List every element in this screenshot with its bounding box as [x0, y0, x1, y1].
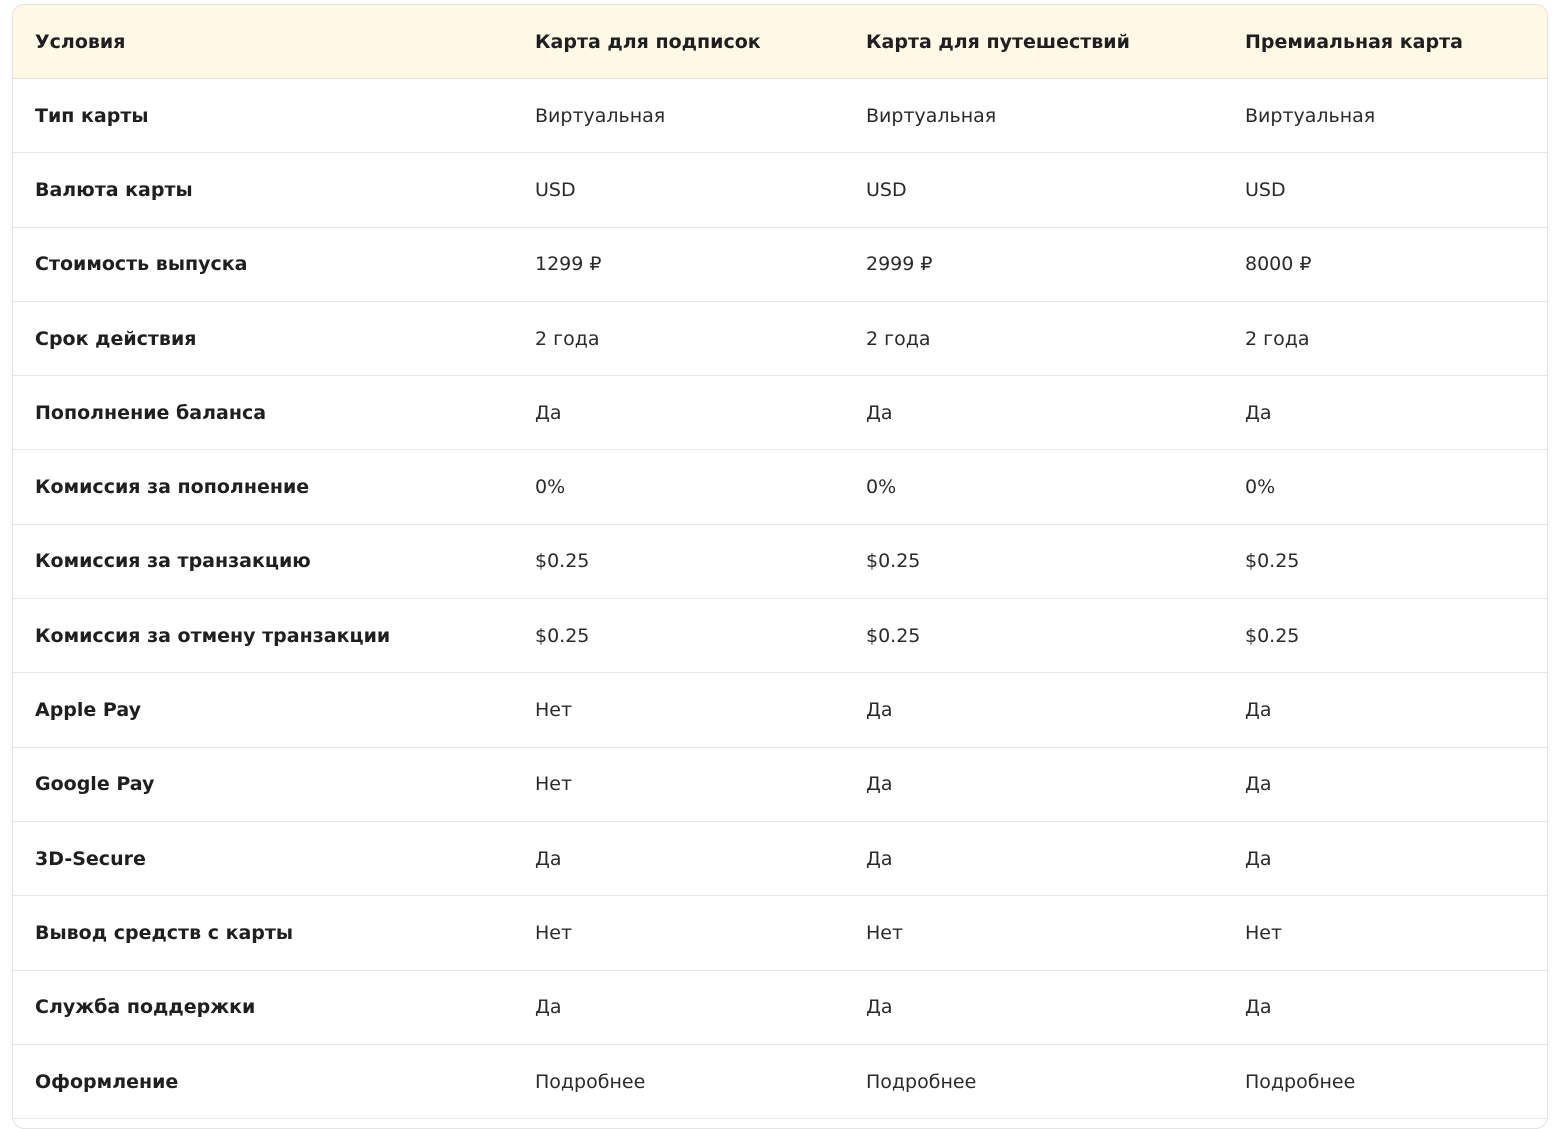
- row-label: Google Pay: [35, 773, 155, 796]
- row-label: Комиссия за пополнение: [35, 476, 310, 499]
- value-travel-card: 2999 ₽: [866, 253, 933, 276]
- table-row: [13, 153, 1547, 227]
- value-travel-card: $0.25: [866, 550, 921, 573]
- value-subscription-card: $0.25: [535, 624, 590, 647]
- value-premium-card: 0%: [1245, 476, 1276, 499]
- value-subscription-card: Нет: [535, 921, 573, 944]
- table-row: [13, 376, 1547, 450]
- row-label: Комиссия за транзакцию: [35, 550, 311, 573]
- table-row: [13, 822, 1547, 896]
- table-row: [13, 599, 1547, 673]
- value-subscription-card: Виртуальная: [535, 104, 666, 127]
- table-row: [13, 971, 1547, 1045]
- header-premium-card: Премиальная карта: [1245, 30, 1463, 53]
- value-premium-card: Виртуальная: [1245, 104, 1376, 127]
- header-travel-card: Карта для путешествий: [866, 30, 1130, 53]
- value-subscription-card: USD: [535, 178, 576, 201]
- table-row: [13, 228, 1547, 302]
- row-label: Apple Pay: [35, 699, 141, 722]
- value-premium-card: Нет: [1245, 921, 1283, 944]
- comparison-table: [12, 4, 1548, 1129]
- details-link-subscription-card[interactable]: Подробнее: [535, 1070, 646, 1093]
- value-travel-card: Да: [866, 847, 893, 870]
- value-premium-card: Да: [1245, 996, 1272, 1019]
- value-travel-card: Да: [866, 996, 893, 1019]
- table-row: [13, 673, 1547, 747]
- table-row: [13, 1045, 1547, 1119]
- value-subscription-card: Нет: [535, 699, 573, 722]
- value-subscription-card: Нет: [535, 773, 573, 796]
- value-subscription-card: $0.25: [535, 550, 590, 573]
- row-label: Тип карты: [35, 104, 149, 127]
- details-link-travel-card[interactable]: Подробнее: [866, 1070, 977, 1093]
- row-label: Валюта карты: [35, 178, 193, 201]
- value-subscription-card: 0%: [535, 476, 566, 499]
- table-body: [13, 79, 1547, 1119]
- value-premium-card: Да: [1245, 847, 1272, 870]
- value-premium-card: 8000 ₽: [1245, 253, 1312, 276]
- table-header-row: [13, 5, 1547, 79]
- row-label: Служба поддержки: [35, 996, 256, 1019]
- row-label: Срок действия: [35, 327, 197, 350]
- value-travel-card: USD: [866, 178, 907, 201]
- table-row: [13, 525, 1547, 599]
- value-travel-card: 0%: [866, 476, 897, 499]
- header-conditions: Условия: [35, 30, 126, 53]
- table-row: [13, 79, 1547, 153]
- row-label: 3D-Secure: [35, 847, 146, 870]
- value-premium-card: 2 года: [1245, 327, 1310, 350]
- value-subscription-card: Да: [535, 847, 562, 870]
- table-row: [13, 302, 1547, 376]
- value-premium-card: $0.25: [1245, 550, 1300, 573]
- value-subscription-card: 1299 ₽: [535, 253, 602, 276]
- table-row: [13, 450, 1547, 524]
- value-premium-card: Да: [1245, 699, 1272, 722]
- row-label: Оформление: [35, 1070, 179, 1093]
- row-label: Стоимость выпуска: [35, 253, 248, 276]
- value-subscription-card: Да: [535, 996, 562, 1019]
- value-premium-card: Да: [1245, 773, 1272, 796]
- value-travel-card: Нет: [866, 921, 904, 944]
- value-premium-card: USD: [1245, 178, 1286, 201]
- row-label: Комиссия за отмену транзакции: [35, 624, 391, 647]
- value-travel-card: $0.25: [866, 624, 921, 647]
- row-label: Пополнение баланса: [35, 401, 267, 424]
- value-premium-card: Да: [1245, 401, 1272, 424]
- value-travel-card: Да: [866, 401, 893, 424]
- value-travel-card: Да: [866, 699, 893, 722]
- row-label: Вывод средств с карты: [35, 921, 294, 944]
- table-row: [13, 896, 1547, 970]
- details-link-premium-card[interactable]: Подробнее: [1245, 1070, 1356, 1093]
- value-premium-card: $0.25: [1245, 624, 1300, 647]
- value-travel-card: Виртуальная: [866, 104, 997, 127]
- value-subscription-card: 2 года: [535, 327, 600, 350]
- value-subscription-card: Да: [535, 401, 562, 424]
- value-travel-card: 2 года: [866, 327, 931, 350]
- header-subscription-card: Карта для подписок: [535, 30, 761, 53]
- table-row: [13, 748, 1547, 822]
- value-travel-card: Да: [866, 773, 893, 796]
